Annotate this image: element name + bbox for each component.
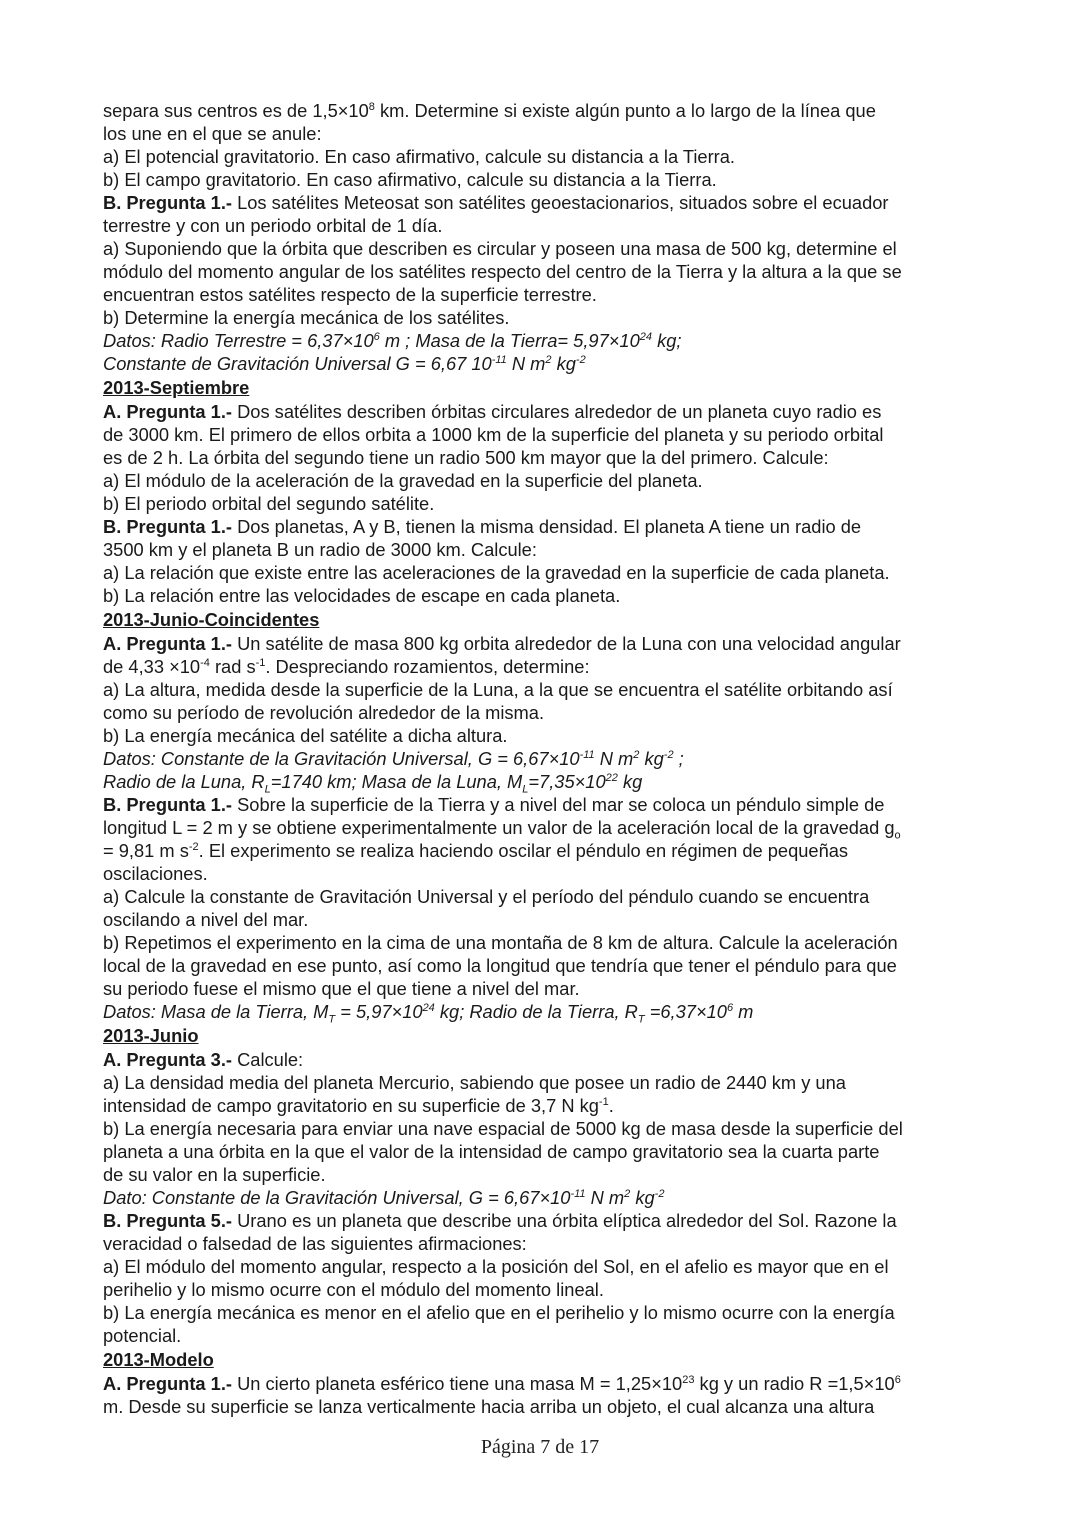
text-line: a) Calcule la constante de Gravitación Universal y el período del péndulo cuando se encuentra: [103, 886, 870, 907]
text-line: su periodo fuese el mismo que el que tiene a nivel del mar.: [103, 978, 580, 999]
data-note: [103, 329, 983, 375]
text-line: a) El potencial gravitatorio. En caso afirmativo, calcule su distancia a la Tierra.: [103, 146, 736, 167]
text-line: separa sus centros es de $1,5\times 10^8$ km. Determine si existe algún punto a lo largo de la línea que: [103, 100, 876, 121]
text-line: B. Pregunta 1.- Los satélites Meteosat son satélites geoestacionarios, situados sobre el ecuador: [103, 192, 889, 213]
text-line: 2013-Junio: [103, 1025, 199, 1046]
superscript: -11: [491, 353, 507, 366]
data-note: [103, 747, 983, 796]
text-line: potencial.: [103, 1325, 182, 1346]
superscript: 6: [894, 1373, 901, 1386]
text-line: a) Suponiendo que la órbita que describen es circular y poseen una masa de 500 kg, determine el: [103, 238, 897, 259]
section-heading: [103, 607, 983, 632]
text-line: Datos: Constante de la Gravitación Universal, $G = 6,67\times 10^{-11}$ N $m^2$ $kg^{-2}$ ;: [103, 748, 684, 769]
section-heading: [103, 1023, 983, 1048]
text-line: de 3000 km. El primero de ellos orbita a 1000 km de la superficie del planeta y su periodo orbital: [103, 424, 884, 445]
text-line: es de 2 h. La órbita del segundo tiene un radio 500 km mayor que la del primero. Calcule:: [103, 447, 829, 468]
superscript: -2: [575, 353, 586, 366]
data-note: [103, 1186, 983, 1209]
superscript: -11: [570, 1187, 586, 1200]
subscript: T: [637, 1013, 645, 1026]
text-line: A. Pregunta 1.- Un satélite de masa 800 kg orbita alrededor de la Luna con una velocidad angular: [103, 633, 901, 654]
document-body: [103, 99, 983, 1418]
text-line: A. Pregunta 1.- Un cierto planeta esférico tiene una masa $M = 1,25\times 10^{23}$ kg y un radio $R =1,5\times 10^6$: [103, 1373, 901, 1394]
text-line: B. Pregunta 1.- Sobre la superficie de la Tierra y a nivel del mar se coloca un péndulo simple de: [103, 794, 885, 815]
text-line: b) La energía necesaria para enviar una nave espacial de 5000 kg de masa desde la superficie del: [103, 1118, 903, 1139]
text-line: = 9,81 m $s^{-2}$. El experimento se realiza haciendo oscilar el péndulo en régimen de pequeñas: [103, 840, 849, 861]
question-label: A. Pregunta 3.-: [103, 1049, 233, 1070]
text-line: B. Pregunta 5.- Urano es un planeta que describe una órbita elíptica alrededor del Sol. Razone la: [103, 1210, 897, 1231]
question-label: B. Pregunta 1.-: [103, 794, 233, 815]
subscript: L: [264, 783, 271, 796]
data-note: [103, 1000, 983, 1026]
superscript: 8: [368, 100, 375, 113]
text-line: Datos: Masa de la Tierra, $M_T = 5,97\times 10^{24}$ kg; Radio de la Tierra, $R_T =6,37\times 10^6$ m: [103, 1001, 754, 1026]
text-line: longitud L = 2 m y se obtiene experimentalmente un valor de la aceleración local de la gravedad $g_o$: [103, 817, 901, 842]
text-line: b) El campo gravitatorio. En caso afirmativo, calcule su distancia a la Tierra.: [103, 169, 717, 190]
text-line: a) El módulo del momento angular, respecto a la posición del Sol, en el afelio es mayor que en el: [103, 1256, 889, 1277]
text-line: de $4,33 \times 10^{-4}$ rad $s^{-1}$. Despreciando rozamientos, determine:: [103, 656, 590, 677]
text-line: b) Determine la energía mecánica de los satélites.: [103, 307, 510, 328]
question-paragraph: [103, 1048, 983, 1186]
question-label: B. Pregunta 1.-: [103, 192, 233, 213]
superscript: -2: [188, 840, 199, 853]
text-line: 2013-Modelo: [103, 1349, 214, 1370]
question-paragraph: [103, 793, 983, 1000]
question-paragraph: [103, 99, 983, 191]
superscript: -2: [654, 1187, 665, 1200]
text-line: m. Desde su superficie se lanza verticalmente hacia arriba un objeto, el cual alcanza una altura: [103, 1396, 875, 1417]
text-line: perihelio y lo mismo ocurre con el módulo del momento lineal.: [103, 1279, 604, 1300]
text-line: b) La energía mecánica del satélite a dicha altura.: [103, 725, 508, 746]
question-paragraph: [103, 632, 983, 747]
superscript: -11: [579, 748, 595, 761]
text-line: Radio de la Luna, $R_L=1740$ km; Masa de la Luna, $M_L=7,35\times 10^{22}$ kg: [103, 771, 643, 796]
text-line: terrestre y con un periodo orbital de 1 día.: [103, 215, 443, 236]
text-line: local de la gravedad en ese punto, así como la longitud que tendría que tener el péndulo para que: [103, 955, 897, 976]
text-line: B. Pregunta 1.- Dos planetas, A y B, tienen la misma densidad. El planeta A tiene un radio de: [103, 516, 862, 537]
text-line: módulo del momento angular de los satélites respecto del centro de la Tierra y la altura a la que se: [103, 261, 902, 282]
text-line: A. Pregunta 1.- Dos satélites describen órbitas circulares alrededor de un planeta cuyo radio es: [103, 401, 882, 422]
superscript: 24: [422, 1001, 435, 1014]
text-line: A. Pregunta 3.- Calcule:: [103, 1049, 304, 1070]
question-label: A. Pregunta 1.-: [103, 401, 233, 422]
text-line: b) La relación entre las velocidades de escape en cada planeta.: [103, 585, 621, 606]
question-paragraph: [103, 1209, 983, 1347]
text-line: b) El periodo orbital del segundo satélite.: [103, 493, 435, 514]
question-label: B. Pregunta 5.-: [103, 1210, 233, 1231]
superscript: 6: [373, 330, 380, 343]
text-line: de su valor en la superficie.: [103, 1164, 326, 1185]
question-paragraph: [103, 515, 983, 607]
subscript: o: [894, 829, 901, 842]
superscript: -4: [200, 656, 210, 669]
superscript: 2: [545, 353, 552, 366]
question-paragraph: [103, 1372, 983, 1418]
text-line: Constante de Gravitación Universal G = 6,67 $10^{-11}$ N $m^2$ $kg^{-2}$: [103, 353, 586, 374]
superscript: 22: [605, 771, 618, 784]
subscript: L: [522, 783, 529, 796]
page-number: Página 7 de 17: [480, 1436, 600, 1458]
text-line: planeta a una órbita en la que el valor de la intensidad de campo gravitatorio sea la cuarta parte: [103, 1141, 880, 1162]
question-label: A. Pregunta 1.-: [103, 633, 233, 654]
question-paragraph: [103, 400, 983, 515]
text-line: a) El módulo de la aceleración de la gravedad en la superficie del planeta.: [103, 470, 703, 491]
superscript: -2: [663, 748, 674, 761]
superscript: 24: [639, 330, 653, 343]
text-line: intensidad de campo gravitatorio en su superficie de 3,7 N $kg^{-1}$.: [103, 1095, 614, 1116]
text-line: a) La altura, medida desde la superficie de la Luna, a la que se encuentra el satélite orbitando así: [103, 679, 893, 700]
text-line: Datos: Radio Terrestre = $6,37\times 10^6$ m ; Masa de la Tierra= $5,97\times 10^{24}$ kg;: [103, 330, 682, 351]
superscript: -1: [255, 656, 266, 669]
superscript: 2: [633, 748, 640, 761]
superscript: 6: [726, 1001, 734, 1014]
question-paragraph: [103, 191, 983, 329]
text-line: 2013-Septiembre: [103, 377, 250, 398]
text-line: a) La relación que existe entre las aceleraciones de la gravedad en la superficie de cada planeta.: [103, 562, 890, 583]
section-heading: [103, 375, 983, 400]
section-heading: [103, 1347, 983, 1372]
text-line: 3500 km y el planeta B un radio de 3000 km. Calcule:: [103, 539, 537, 560]
text-line: encuentran estos satélites respecto de la superficie terrestre.: [103, 284, 597, 305]
question-label: B. Pregunta 1.-: [103, 516, 233, 537]
superscript: 23: [682, 1373, 695, 1386]
text-line: b) La energía mecánica es menor en el afelio que en el perihelio y lo mismo ocurre con la energía: [103, 1302, 895, 1323]
subscript: T: [328, 1013, 336, 1026]
text-line: como su período de revolución alrededor de la misma.: [103, 702, 545, 723]
superscript: 2: [624, 1187, 631, 1200]
text-line: oscilando a nivel del mar.: [103, 909, 309, 930]
text-line: los une en el que se anule:: [103, 123, 322, 144]
superscript: -1: [598, 1095, 609, 1108]
text-line: b) Repetimos el experimento en la cima de una montaña de 8 km de altura. Calcule la aceleración: [103, 932, 898, 953]
text-line: veracidad o falsedad de las siguientes afirmaciones:: [103, 1233, 527, 1254]
text-line: 2013-Junio-Coincidentes: [103, 609, 320, 630]
text-line: oscilaciones.: [103, 863, 208, 884]
text-line: a) La densidad media del planeta Mercurio, sabiendo que posee un radio de 2440 km y una: [103, 1072, 846, 1093]
question-label: A. Pregunta 1.-: [103, 1373, 233, 1394]
text-line: Dato: Constante de la Gravitación Universal, $G = 6,67\times 10^{-11}$ N $m^2$ $kg^{-2}$: [103, 1187, 665, 1208]
